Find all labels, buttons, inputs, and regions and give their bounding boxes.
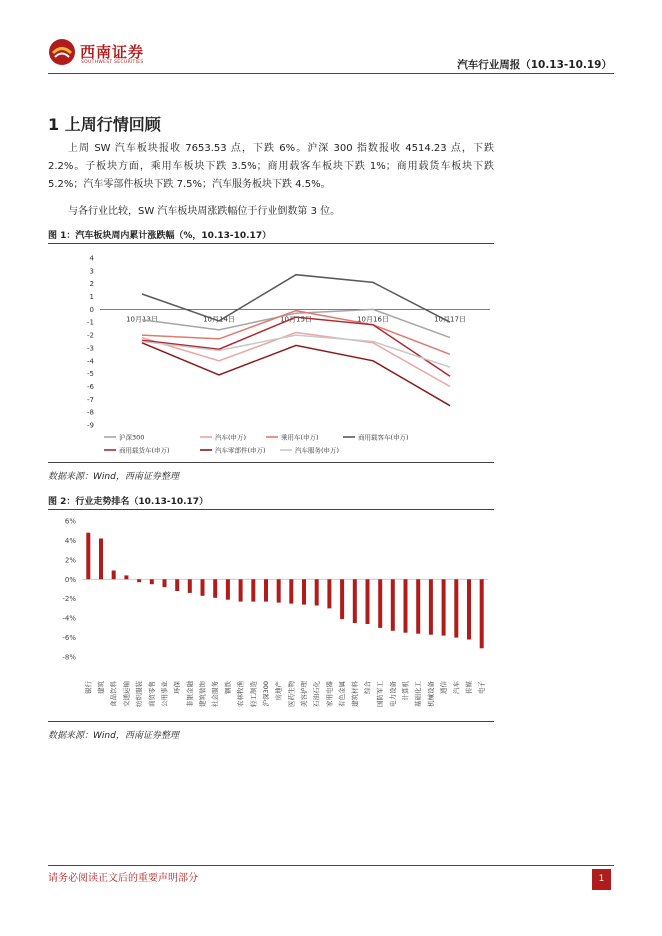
category-label: 房地产 (274, 681, 283, 701)
legend-label: 汽车服务(申万) (295, 446, 340, 455)
bar (226, 579, 230, 599)
bar (201, 579, 205, 596)
category-label: 家用电器 (325, 681, 334, 707)
legend-label: 商用载货车(申万) (119, 446, 170, 455)
section-title: 1 上周行情回顾 (48, 115, 161, 134)
category-label: 食品饮料 (109, 681, 118, 707)
category-label: 纺织服装 (135, 681, 144, 707)
y-tick-label: -6% (62, 634, 76, 643)
legend-label: 汽车(申万) (215, 433, 247, 442)
category-label: 建筑 (97, 681, 105, 694)
bar (416, 579, 420, 633)
bar (353, 579, 357, 623)
y-tick-label: -7 (87, 395, 94, 404)
bar (213, 579, 217, 598)
bar (112, 571, 116, 580)
bar (289, 579, 293, 603)
paragraph-market-review: 上周 SW 汽车板块报收 7653.53 点，下跌 6%。沪深 300 指数报收 4514.23 点，下跌 2.2%。子板块方面，乘用车板块下跌 3.5%；商用载客车板块下跌 1%；商用载货车板块下跌 5.2%；汽车零部件板块下跌 7.5%；汽车服务板块下跌 4.5%。 (48, 143, 494, 190)
y-tick-label: 4 (89, 254, 94, 263)
category-label: 美容护理 (300, 681, 308, 707)
line-chart (48, 246, 494, 460)
bar (454, 579, 458, 637)
y-tick-label: -1 (87, 318, 94, 327)
figure-2-title: 图 2：行业走势排名（10.13-10.17） (48, 497, 209, 507)
bar (340, 579, 344, 619)
bar (239, 579, 243, 601)
legend-label: 商用载客车(申万) (358, 433, 409, 442)
category-label: 轻工制造 (249, 681, 258, 707)
x-tick-label: 10月17日 (434, 315, 466, 324)
bar (277, 579, 281, 602)
logo-emblem-icon (48, 38, 76, 66)
figure-1-title: 图 1：汽车板块周内累计涨跌幅（%，10.13-10.17） (48, 231, 272, 241)
bar (366, 579, 370, 624)
y-tick-label: -4% (62, 614, 76, 623)
page-header (48, 36, 614, 76)
bar (86, 533, 90, 580)
bar-chart (48, 511, 494, 719)
bar (188, 579, 192, 593)
footer-disclaimer: 请务必阅读正文后的重要声明部分 (48, 873, 198, 884)
y-tick-label: 0% (64, 575, 76, 584)
category-label: 通信 (439, 681, 448, 694)
category-label: 农林牧渔 (236, 681, 245, 707)
bar (404, 579, 408, 632)
bar (467, 579, 471, 639)
category-label: 机械设备 (426, 681, 435, 707)
category-label: 钢铁 (223, 681, 232, 694)
y-tick-label: -2% (62, 595, 76, 604)
category-label: 建筑装饰 (198, 681, 207, 707)
category-label: 电子 (477, 681, 486, 694)
category-label: 建筑材料 (350, 681, 359, 707)
bar (391, 579, 395, 631)
series-line (142, 309, 450, 337)
report-title: 汽车行业周报（10.13-10.19） (457, 59, 612, 71)
y-tick-label: -5 (87, 370, 94, 379)
y-tick-label: -8 (87, 408, 94, 417)
bar (264, 579, 268, 601)
bar (251, 579, 255, 601)
y-tick-label: -2 (87, 331, 94, 340)
category-label: 医药生物 (287, 681, 296, 707)
category-label: 汽车 (452, 681, 461, 694)
bar (442, 579, 446, 635)
category-label: 综合 (363, 681, 372, 694)
bar (99, 539, 103, 580)
bar (480, 579, 484, 648)
figure-2-bottom-rule (48, 721, 494, 722)
category-label: 银行 (84, 681, 93, 694)
bar (137, 579, 141, 582)
category-label: 基础化工 (414, 681, 423, 707)
figure-1-top-rule (48, 243, 494, 244)
footer-divider (48, 865, 614, 866)
category-label: 交通运输 (122, 681, 131, 707)
bar (163, 579, 167, 587)
bar (124, 575, 128, 579)
company-logo (48, 38, 178, 72)
legend-label: 沪深300 (119, 433, 145, 442)
category-label: 计算机 (401, 681, 410, 701)
bar (378, 579, 382, 628)
bar (327, 579, 331, 608)
legend-label: 乘用车(申万) (281, 433, 319, 442)
logo-english-name: SOUTHWEST SECURITIES (81, 60, 144, 65)
category-label: 石油石化 (312, 681, 321, 707)
y-tick-label: -3 (87, 344, 94, 353)
x-tick-label: 10月13日 (126, 315, 158, 324)
category-label: 社会服务 (211, 681, 220, 707)
category-label: 环保 (173, 681, 182, 694)
paragraph-industry-comparison: 与各行业比较，SW 汽车板块周涨跌幅位于行业倒数第 3 位。 (68, 206, 341, 217)
y-tick-label: 6% (64, 517, 76, 526)
bar (429, 579, 433, 634)
y-tick-label: -4 (87, 357, 94, 366)
y-tick-label: 1 (89, 293, 94, 302)
legend-label: 汽车零部件(申万) (215, 446, 266, 455)
category-label: 沪深300 (262, 681, 270, 707)
category-label: 有色金属 (338, 681, 347, 707)
category-label: 非银金融 (185, 681, 194, 707)
x-tick-label: 10月16日 (357, 315, 389, 324)
category-label: 国防军工 (376, 681, 385, 707)
bar (302, 579, 306, 604)
y-tick-label: 3 (89, 267, 94, 276)
y-tick-label: -8% (62, 653, 76, 662)
category-label: 商贸零售 (147, 681, 156, 707)
y-tick-label: 0 (89, 305, 94, 314)
figure-2-source: 数据来源：Wind，西南证券整理 (48, 731, 179, 741)
bar (315, 579, 319, 605)
x-tick-label: 10月15日 (280, 315, 312, 324)
category-label: 公用事业 (160, 681, 169, 707)
y-tick-label: -6 (87, 382, 94, 391)
x-tick-label: 10月14日 (203, 315, 235, 324)
figure-1-source: 数据来源：Wind，西南证券整理 (48, 472, 179, 482)
figure-1-bottom-rule (48, 462, 494, 463)
bar (175, 579, 179, 591)
y-tick-label: 2% (64, 556, 76, 565)
y-tick-label: 4% (64, 536, 76, 545)
y-tick-label: 2 (89, 280, 94, 289)
page-number: 1 (592, 869, 611, 890)
y-tick-label: -9 (87, 421, 94, 430)
bar (150, 579, 154, 584)
header-divider (48, 73, 614, 74)
figure-2-top-rule (48, 509, 494, 510)
category-label: 电力设备 (388, 681, 397, 707)
category-label: 传媒 (465, 681, 473, 694)
logo-chinese-name: 西南证券 (80, 43, 145, 61)
